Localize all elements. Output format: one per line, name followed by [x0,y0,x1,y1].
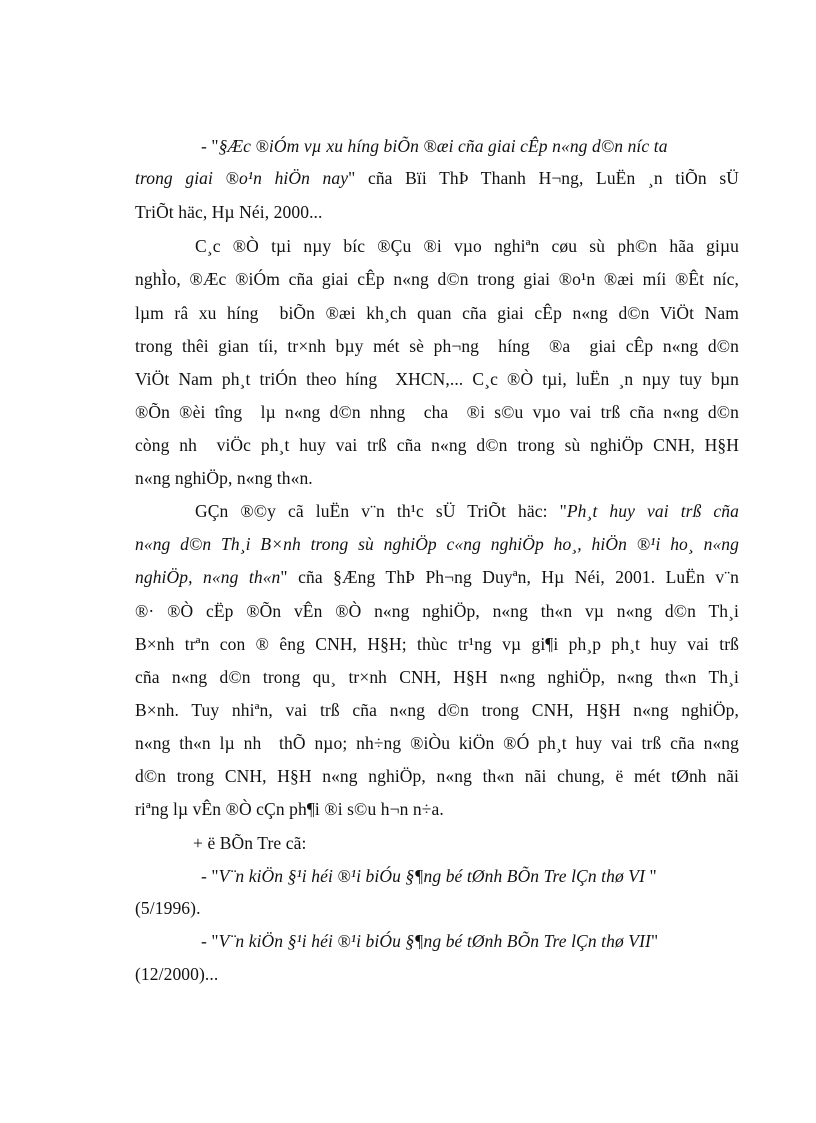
text-line: + ë BÕn Tre cã: [193,833,307,853]
text-line: n«ng th«n lµ nh thÕ nµo; nh÷ng ®iÒu kiÖn ®Ó ph¸t huy vai trß cña n«ng [135,733,739,753]
text-line: nghÌo, ®Æc ®iÓm cña giai cÊp n«ng d©n trong giai ®o¹n ®æi míi ®Êt níc, [135,269,739,289]
text-line: TriÕt häc, Hµ Néi, 2000... [135,202,323,222]
text-line: còng nh viÖc ph¸t huy vai trß cña n«ng d©n trong sù nghiÖp CNH, H§H [135,435,739,455]
text-line: B×nh. Tuy nhiªn, vai trß cña n«ng d©n trong CNH, H§H n«ng nghiÖp, [135,700,739,720]
text-line: cña n«ng d©n trong qu¸ tr×nh CNH, H§H n«ng nghiÖp, n«ng th«n Th¸i [135,667,739,687]
text-line: ®· ®Ò cËp ®Õn vÊn ®Ò n«ng nghiÖp, n«ng th«n vµ n«ng d©n Th¸i [135,601,739,621]
text-line: nghiÖp, n«ng th«n" cña §Æng ThÞ Ph¬ng Duyªn, Hµ Néi, 2001. LuËn v¨n [135,567,740,587]
text-line: C¸c ®Ò tµi nµy bíc ®Çu ®i vµo nghiªn cøu sù ph©n hãa giµu [195,236,739,256]
text-line: - "V¨n kiÖn §¹i héi ®¹i biÓu §¶ng bé tØnh BÕn Tre lÇn thø VII" [201,931,659,951]
text-line: - "§Æc ®iÓm vµ xu híng biÕn ®æi cña giai cÊp n«ng d©n níc ta [201,136,668,156]
text-line: lµm râ xu híng biÕn ®æi kh¸ch quan cña giai cÊp n«ng d©n ViÖt Nam [135,303,739,323]
text-line: n«ng d©n Th¸i B×nh trong sù nghiÖp c«ng nghiÖp ho¸, hiÖn ®¹i ho¸ n«ng [135,534,739,554]
text-line: ®Õn ®èi tîng lµ n«ng d©n nhng cha ®i s©u vµo vai trß cña n«ng d©n [135,402,739,422]
text-line: trong giai ®o¹n hiÖn nay" cña Bïi ThÞ Thanh H¬ng, LuËn ¸n tiÕn sÜ [135,168,739,188]
text-line: riªng lµ vÊn ®Ò cÇn ph¶i ®i s©u h¬n n÷a. [135,799,444,819]
text-line: d©n trong CNH, H§H n«ng nghiÖp, n«ng th«n nãi chung, ë mét tØnh nãi [135,766,739,786]
text-line: (5/1996). [135,898,201,918]
text-line: B×nh trªn con ® êng CNH, H§H; thùc tr¹ng vµ gi¶i ph¸p ph¸t huy vai trß [135,634,739,654]
text-line: GÇn ®©y cã luËn v¨n th¹c sÜ TriÕt häc: "Ph¸t huy vai trß cña [195,501,739,521]
text-line: - "V¨n kiÖn §¹i héi ®¹i biÓu §¶ng bé tØnh BÕn Tre lÇn thø VI " [201,866,657,886]
text-line: ViÖt Nam ph¸t triÓn theo híng XHCN,... C¸c ®Ò tµi, luËn ¸n nµy tuy bµn [135,369,739,389]
text-line: (12/2000)... [135,964,219,984]
text-line: trong thêi gian tíi, tr×nh bµy mét sè ph¬ng híng ®a giai cÊp n«ng d©n [135,336,739,356]
text-line: n«ng nghiÖp, n«ng th«n. [135,468,313,488]
